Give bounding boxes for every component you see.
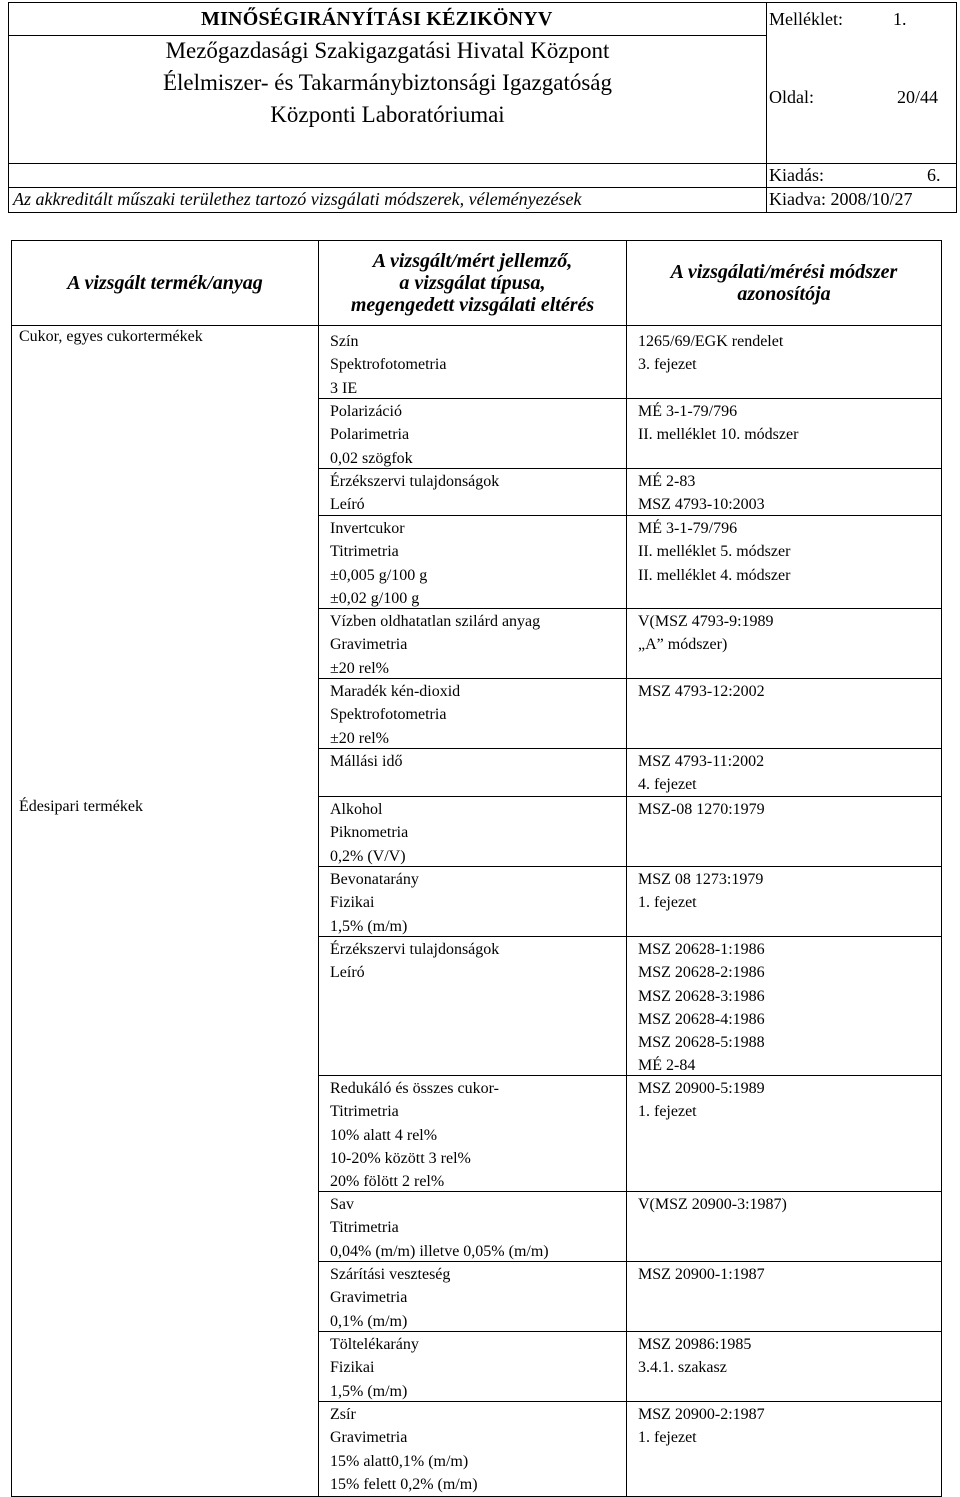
method-line: II. melléklet 4. módszer bbox=[638, 566, 791, 584]
method-cell bbox=[638, 610, 938, 657]
method-line: II. melléklet 5. módszer bbox=[638, 543, 791, 561]
col-header-parameter: A vizsgált/mért jellemző, a vizsgálat típusa, megengedett vizsgálati eltérés bbox=[350, 250, 595, 316]
parameter-line: 1,5% (m/m) bbox=[330, 1382, 408, 1400]
method-line: MÉ 3-1-79/796 bbox=[638, 403, 738, 420]
parameter-cell bbox=[330, 1333, 620, 1403]
parameter-line: 0,1% (m/m) bbox=[330, 1312, 408, 1330]
method-cell bbox=[638, 330, 938, 377]
method-cell bbox=[638, 470, 938, 517]
method-line: MSZ 20628-4:1986 bbox=[638, 1010, 765, 1028]
methods-table bbox=[11, 240, 942, 1497]
method-cell bbox=[638, 1333, 938, 1380]
parameter-line: Vízben oldhatatlan szilárd anyag bbox=[330, 613, 541, 630]
org-name-line1: Mezőgazdasági Szakigazgatási Hivatal Központ bbox=[165, 38, 610, 63]
parameter-line: 10% alatt 4 rel% bbox=[330, 1126, 438, 1144]
parameter-line: Leíró bbox=[330, 964, 365, 982]
parameter-line: 0,2% (V/V) bbox=[330, 847, 406, 865]
parameter-cell bbox=[330, 798, 620, 868]
method-cell bbox=[638, 798, 938, 821]
method-line: MSZ 20628-3:1986 bbox=[638, 987, 765, 1005]
edition-value: 6. bbox=[927, 165, 941, 185]
parameter-line: Titrimetria bbox=[330, 1103, 399, 1121]
parameter-line: ±0,02 g/100 g bbox=[330, 589, 420, 607]
parameter-line: Zsír bbox=[330, 1406, 356, 1423]
parameter-line: Töltelékarány bbox=[330, 1336, 419, 1353]
parameter-line: Bevonatarány bbox=[330, 871, 419, 888]
edition-label: Kiadás: bbox=[769, 165, 824, 185]
parameter-cell bbox=[330, 938, 620, 985]
parameter-line: 0,02 szögfok bbox=[330, 449, 413, 467]
issue-date: Kiadva: 2008/10/27 bbox=[769, 189, 913, 209]
parameter-line: 0,04% (m/m) illetve 0,05% (m/m) bbox=[330, 1242, 549, 1260]
parameter-cell bbox=[330, 680, 620, 750]
method-line: 3.4.1. szakasz bbox=[638, 1359, 727, 1377]
parameter-line: Gravimetria bbox=[330, 1289, 408, 1307]
method-cell bbox=[638, 680, 938, 703]
annex-value: 1. bbox=[893, 9, 907, 29]
method-cell bbox=[638, 1403, 938, 1450]
method-line: MSZ 4793-11:2002 bbox=[638, 753, 765, 770]
parameter-line: Érzékszervi tulajdonságok bbox=[330, 473, 500, 490]
product-sugar: Cukor, egyes cukortermékek bbox=[19, 328, 203, 345]
method-line: MSZ 20900-1:1987 bbox=[638, 1266, 765, 1283]
method-cell bbox=[638, 400, 938, 447]
col-header-method: A vizsgálati/mérési módszer azonosítója bbox=[670, 261, 898, 305]
parameter-line: Alkohol bbox=[330, 801, 383, 818]
parameter-line: Polarimetria bbox=[330, 426, 410, 444]
parameter-line: 10-20% között 3 rel% bbox=[330, 1149, 471, 1167]
parameter-line: Gravimetria bbox=[330, 636, 408, 654]
parameter-line: 15% alatt0,1% (m/m) bbox=[330, 1452, 469, 1470]
method-line: MSZ 4793-12:2002 bbox=[638, 683, 765, 700]
parameter-line: 1,5% (m/m) bbox=[330, 917, 408, 935]
parameter-line: Sav bbox=[330, 1196, 354, 1213]
method-line: MSZ 20628-1:1986 bbox=[638, 941, 765, 958]
method-line: „A” módszer) bbox=[638, 636, 728, 654]
parameter-cell bbox=[330, 400, 620, 470]
method-line: MSZ 20628-5:1988 bbox=[638, 1034, 765, 1052]
method-cell bbox=[638, 1193, 938, 1216]
method-line: 3. fejezet bbox=[638, 356, 697, 374]
method-line: MÉ 2-83 bbox=[638, 473, 696, 490]
page-label: Oldal: bbox=[769, 87, 814, 107]
parameter-cell bbox=[330, 750, 620, 773]
parameter-line: Fizikai bbox=[330, 1359, 375, 1377]
org-name-line3: Központi Laboratóriumai bbox=[270, 102, 505, 127]
method-cell bbox=[638, 750, 938, 797]
parameter-line: 20% fölött 2 rel% bbox=[330, 1173, 445, 1191]
method-cell bbox=[638, 1263, 938, 1286]
method-line: MSZ 08 1273:1979 bbox=[638, 871, 764, 888]
method-line: V(MSZ 4793-9:1989 bbox=[638, 613, 774, 630]
parameter-line: ±20 rel% bbox=[330, 659, 389, 677]
parameter-line: Spektrofotometria bbox=[330, 706, 447, 724]
parameter-cell bbox=[330, 1263, 620, 1333]
parameter-line: Szín bbox=[330, 333, 359, 350]
parameter-line: ±0,005 g/100 g bbox=[330, 566, 428, 584]
method-line: MSZ 4793-10:2003 bbox=[638, 496, 765, 514]
parameter-line: Leíró bbox=[330, 496, 365, 514]
method-line: MSZ 20628-2:1986 bbox=[638, 964, 765, 982]
method-line: MSZ 20900-2:1987 bbox=[638, 1406, 765, 1423]
page-number: 20/44 bbox=[897, 87, 939, 107]
method-line: MSZ 20900-5:1989 bbox=[638, 1080, 765, 1097]
parameter-line: Fizikai bbox=[330, 894, 375, 912]
method-cell bbox=[638, 868, 938, 915]
parameter-line: ±20 rel% bbox=[330, 729, 389, 747]
method-line: 1. fejezet bbox=[638, 1103, 697, 1121]
method-line: MSZ-08 1270:1979 bbox=[638, 801, 765, 818]
method-cell bbox=[638, 1077, 938, 1124]
parameter-line: Szárítási veszteség bbox=[330, 1266, 451, 1283]
parameter-line: 15% felett 0,2% (m/m) bbox=[330, 1475, 478, 1493]
method-line: V(MSZ 20900-3:1987) bbox=[638, 1196, 787, 1213]
parameter-line: Titrimetria bbox=[330, 543, 399, 561]
parameter-line: Redukáló és összes cukor- bbox=[330, 1080, 499, 1097]
parameter-cell bbox=[330, 610, 620, 680]
product-confectionery: Édesipari termékek bbox=[19, 798, 143, 815]
method-line: 4. fejezet bbox=[638, 776, 697, 794]
document-title: MINŐSÉGIRÁNYÍTÁSI KÉZIKÖNYV bbox=[201, 8, 553, 30]
parameter-line: Érzékszervi tulajdonságok bbox=[330, 941, 500, 958]
parameter-line: Mállási idő bbox=[330, 753, 403, 770]
method-line: MSZ 20986:1985 bbox=[638, 1336, 752, 1353]
parameter-cell bbox=[330, 1193, 620, 1263]
parameter-cell bbox=[330, 868, 620, 938]
parameter-cell bbox=[330, 470, 620, 517]
parameter-cell bbox=[330, 517, 620, 610]
document-header bbox=[8, 2, 957, 213]
parameter-line: Titrimetria bbox=[330, 1219, 399, 1237]
parameter-line: 3 IE bbox=[330, 379, 358, 397]
annex-label: Melléklet: bbox=[769, 9, 843, 29]
parameter-line: Polarizáció bbox=[330, 403, 402, 420]
method-line: 1265/69/EGK rendelet bbox=[638, 333, 784, 350]
parameter-line: Gravimetria bbox=[330, 1429, 408, 1447]
method-line: MÉ 3-1-79/796 bbox=[638, 520, 738, 537]
scope-title: Az akkreditált műszaki területhez tartozó vizsgálati módszerek, véleményezések bbox=[13, 189, 582, 209]
parameter-cell bbox=[330, 330, 620, 400]
method-line: 1. fejezet bbox=[638, 894, 697, 912]
method-cell bbox=[638, 517, 938, 587]
org-name-line2: Élelmiszer- és Takarmánybiztonsági Igazgatóság bbox=[162, 70, 613, 95]
method-cell bbox=[638, 938, 938, 1078]
parameter-line: Invertcukor bbox=[330, 520, 405, 537]
parameter-cell bbox=[330, 1403, 620, 1496]
parameter-line: Spektrofotometria bbox=[330, 356, 447, 374]
method-line: 1. fejezet bbox=[638, 1429, 697, 1447]
parameter-cell bbox=[330, 1077, 620, 1193]
parameter-line: Piknometria bbox=[330, 824, 409, 842]
method-line: II. melléklet 10. módszer bbox=[638, 426, 799, 444]
method-line: MÉ 2-84 bbox=[638, 1057, 696, 1075]
col-header-product: A vizsgált termék/anyag bbox=[67, 272, 263, 294]
parameter-line: Maradék kén-dioxid bbox=[330, 683, 461, 700]
